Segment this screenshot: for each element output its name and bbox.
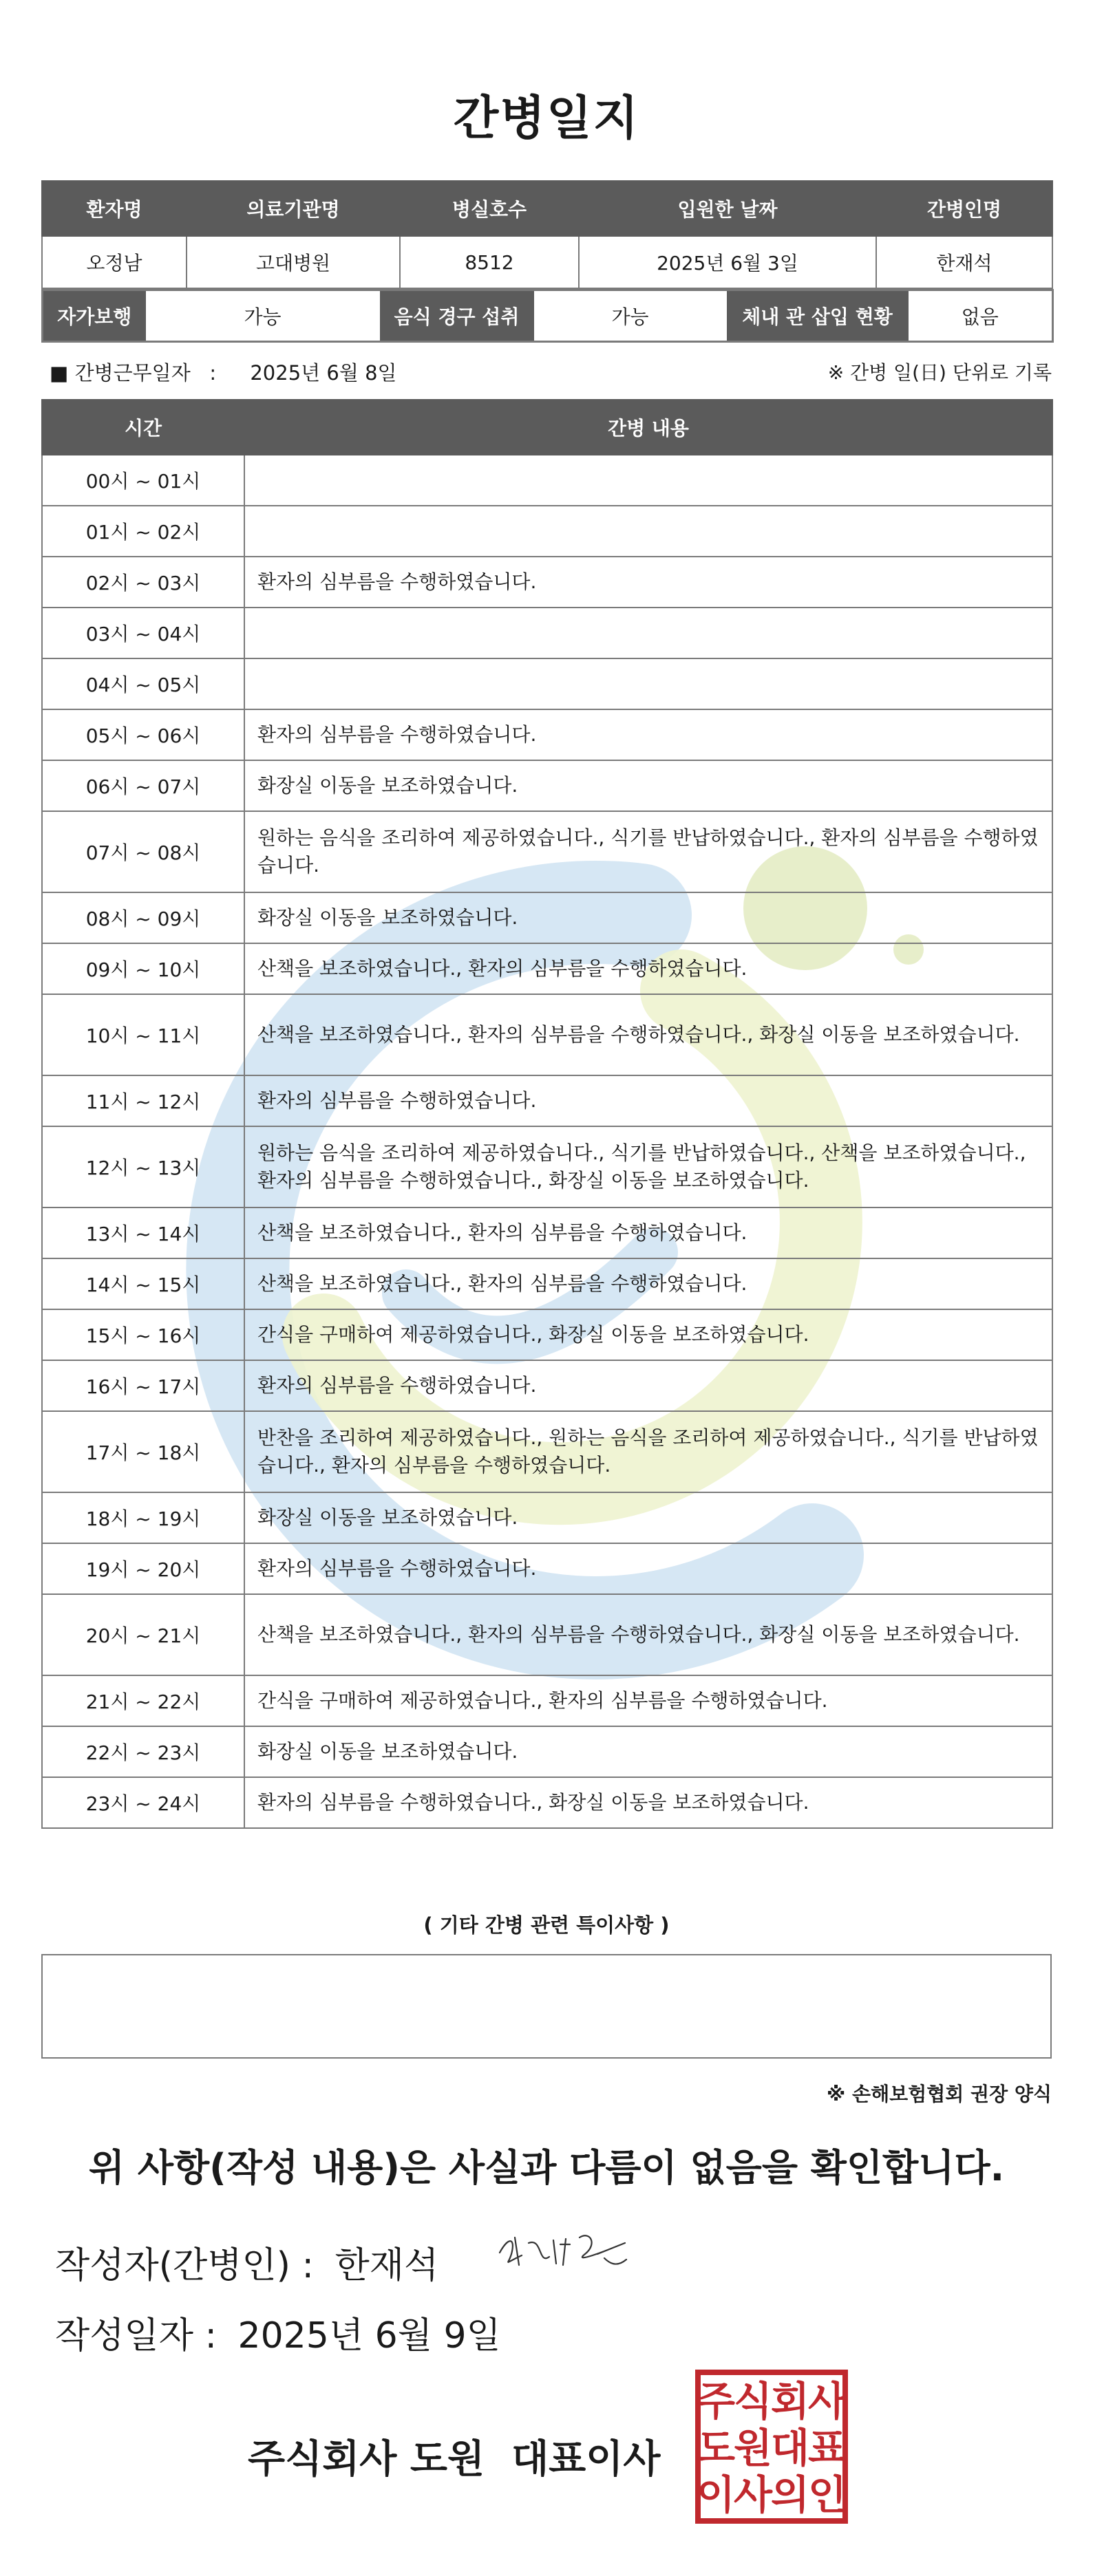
hospital-name-header: 의료기관명: [187, 181, 400, 236]
table-row: [42, 1208, 1052, 1258]
content-cell: 산책을 보조하였습니다., 환자의 심부름을 수행하였습니다., 화장실 이동을 보조하였습니다.: [244, 994, 1052, 1075]
time-cell: 07시 ~ 08시: [42, 811, 244, 892]
content-cell: 환자의 심부름을 수행하였습니다.: [244, 709, 1052, 760]
table-row: [42, 709, 1052, 760]
time-cell: 02시 ~ 03시: [42, 557, 244, 608]
table-row: [42, 608, 1052, 658]
table-row: [42, 1594, 1052, 1675]
content-cell: [244, 608, 1052, 658]
table-row: [42, 760, 1052, 811]
self-care-value: 가능: [244, 305, 282, 328]
table-row: [42, 557, 1052, 608]
content-cell: 산책을 보조하였습니다., 환자의 심부름을 수행하였습니다.: [244, 1258, 1052, 1309]
time-cell: 05시 ~ 06시: [42, 709, 244, 760]
seal-glyph: 표: [807, 2425, 847, 2471]
time-cell: 00시 ~ 01시: [42, 455, 244, 506]
company-seal-stamp: [695, 2370, 848, 2524]
time-cell: 03시 ~ 04시: [42, 608, 244, 658]
content-cell: 화장실 이동을 보조하였습니다.: [244, 1726, 1052, 1777]
content-cell: 반찬을 조리하여 제공하였습니다., 원하는 음식을 조리하여 제공하였습니다., 식기를 반납하였습니다., 환자의 심부름을 수행하였습니다.: [244, 1411, 1052, 1492]
company-representative: 주식회사 도원 대표이사: [248, 2437, 661, 2482]
table-row: [42, 455, 1052, 506]
time-cell: 09시 ~ 10시: [42, 943, 244, 994]
content-cell: 산책을 보조하였습니다., 환자의 심부름을 수행하였습니다., 화장실 이동을 보조하였습니다.: [244, 1594, 1052, 1675]
patient-info-table: [41, 180, 1053, 289]
time-cell: 18시 ~ 19시: [42, 1492, 244, 1543]
recommendation-note: ※ 손해보험협회 권장 양식: [827, 2083, 1052, 2105]
seal-glyph: 원: [733, 2425, 773, 2471]
confirmation-statement: 위 사항(작성 내용)은 사실과 다름이 없음을 확인합니다.: [88, 2146, 1005, 2189]
caregiver-name-value: 한재석: [876, 236, 1052, 288]
special-notes-box: [41, 1954, 1052, 2059]
table-row: [42, 1126, 1052, 1208]
content-cell: 환자의 심부름을 수행하였습니다.: [244, 1543, 1052, 1594]
writer-line: [55, 2236, 438, 2288]
hospital-name-value: 고대병원: [187, 236, 400, 288]
writer-name: 한재석: [335, 2245, 439, 2286]
time-cell: 22시 ~ 23시: [42, 1726, 244, 1777]
document-title: 간병일지: [453, 92, 640, 146]
time-cell: 17시 ~ 18시: [42, 1411, 244, 1492]
care-log-table: [41, 399, 1053, 1829]
time-cell: 01시 ~ 02시: [42, 506, 244, 557]
time-cell: 21시 ~ 22시: [42, 1675, 244, 1726]
content-cell: 환자의 심부름을 수행하였습니다.: [244, 1360, 1052, 1411]
write-date-value: 2025년 6월 9일: [237, 2315, 501, 2357]
content-cell: 화장실 이동을 보조하였습니다.: [244, 892, 1052, 943]
time-cell: 16시 ~ 17시: [42, 1360, 244, 1411]
write-date-label: 작성일자 :: [55, 2315, 217, 2357]
work-date-value: 2025년 6월 8일: [250, 361, 397, 385]
table-row: [42, 811, 1052, 892]
time-cell: 19시 ~ 20시: [42, 1543, 244, 1594]
table-row: [42, 1411, 1052, 1492]
table-row: [42, 1258, 1052, 1309]
content-cell: 화장실 이동을 보조하였습니다.: [244, 1492, 1052, 1543]
time-cell: 08시 ~ 09시: [42, 892, 244, 943]
write-date-line: [55, 2306, 501, 2358]
caregiver-name-header: 간병인명: [876, 181, 1052, 236]
tube-value: 없음: [961, 305, 999, 328]
seal-glyph: 대: [770, 2425, 810, 2471]
table-row: [42, 1543, 1052, 1594]
content-cell: [244, 658, 1052, 709]
work-date-label: ■ 간병근무일자 :: [50, 361, 217, 385]
seal-glyph: 사: [733, 2471, 773, 2518]
seal-glyph: 주: [696, 2378, 736, 2425]
table-row: [42, 1075, 1052, 1126]
table-row: [42, 892, 1052, 943]
table-row: [42, 658, 1052, 709]
writer-label: 작성자(간병인) :: [55, 2245, 315, 2286]
table-row: [42, 943, 1052, 994]
table-row: [42, 1675, 1052, 1726]
patient-name-value: 오정남: [42, 236, 187, 288]
time-cell: 10시 ~ 11시: [42, 994, 244, 1075]
oral-intake-label: 음식 경구 섭취: [380, 290, 534, 342]
content-cell: 화장실 이동을 보조하였습니다.: [244, 760, 1052, 811]
patient-name-header: 환자명: [42, 181, 187, 236]
content-cell: 간식을 구매하여 제공하였습니다., 화장실 이동을 보조하였습니다.: [244, 1309, 1052, 1360]
self-care-label: 자가보행: [43, 290, 146, 342]
table-row: [42, 994, 1052, 1075]
time-cell: 13시 ~ 14시: [42, 1208, 244, 1258]
table-row: [42, 1309, 1052, 1360]
time-cell: 20시 ~ 21시: [42, 1594, 244, 1675]
time-cell: 14시 ~ 15시: [42, 1258, 244, 1309]
work-date: [50, 358, 397, 386]
seal-glyph: 도: [696, 2425, 736, 2471]
extra-info-table: [41, 289, 1054, 343]
content-header: 간병 내용: [244, 400, 1052, 455]
content-cell: 환자의 심부름을 수행하였습니다.: [244, 1075, 1052, 1126]
table-row: [42, 1360, 1052, 1411]
signature-image: [494, 2224, 632, 2276]
time-cell: 06시 ~ 07시: [42, 760, 244, 811]
seal-glyph: 이: [696, 2471, 736, 2518]
seal-glyph: 의: [770, 2471, 810, 2518]
content-cell: 환자의 심부름을 수행하였습니다., 화장실 이동을 보조하였습니다.: [244, 1777, 1052, 1828]
table-row: [42, 1777, 1052, 1828]
table-row: [42, 506, 1052, 557]
time-header: 시간: [42, 400, 244, 455]
content-cell: 산책을 보조하였습니다., 환자의 심부름을 수행하였습니다.: [244, 1208, 1052, 1258]
content-cell: 환자의 심부름을 수행하였습니다.: [244, 557, 1052, 608]
room-number-header: 병실호수: [400, 181, 579, 236]
time-cell: 12시 ~ 13시: [42, 1126, 244, 1208]
table-row: [42, 1726, 1052, 1777]
time-cell: 15시 ~ 16시: [42, 1309, 244, 1360]
time-cell: 04시 ~ 05시: [42, 658, 244, 709]
table-row: [42, 1492, 1052, 1543]
content-cell: 원하는 음식을 조리하여 제공하였습니다., 식기를 반납하였습니다., 산책을 보조하였습니다., 환자의 심부름을 수행하였습니다., 화장실 이동을 보조하였습니다.: [244, 1126, 1052, 1208]
time-cell: 23시 ~ 24시: [42, 1777, 244, 1828]
content-cell: [244, 506, 1052, 557]
time-cell: 11시 ~ 12시: [42, 1075, 244, 1126]
unit-note: ※ 간병 일(日) 단위로 기록: [827, 361, 1052, 384]
admission-date-value: 2025년 6월 3일: [579, 236, 876, 288]
seal-glyph: 인: [807, 2471, 847, 2518]
room-number-value: 8512: [400, 236, 579, 288]
seal-glyph: 식: [733, 2378, 773, 2425]
seal-glyph: 사: [807, 2378, 847, 2425]
content-cell: 간식을 구매하여 제공하였습니다., 환자의 심부름을 수행하였습니다.: [244, 1675, 1052, 1726]
content-cell: 산책을 보조하였습니다., 환자의 심부름을 수행하였습니다.: [244, 943, 1052, 994]
content-cell: [244, 455, 1052, 506]
special-notes-label: ( 기타 간병 관련 특이사항 ): [423, 1913, 670, 1937]
seal-glyph: 회: [770, 2378, 810, 2425]
content-cell: 원하는 음식을 조리하여 제공하였습니다., 식기를 반납하였습니다., 환자의 심부름을 수행하였습니다.: [244, 811, 1052, 892]
tube-label: 체내 관 삽입 현황: [727, 290, 909, 342]
oral-intake-value: 가능: [611, 305, 649, 328]
admission-date-header: 입원한 날짜: [579, 181, 876, 236]
